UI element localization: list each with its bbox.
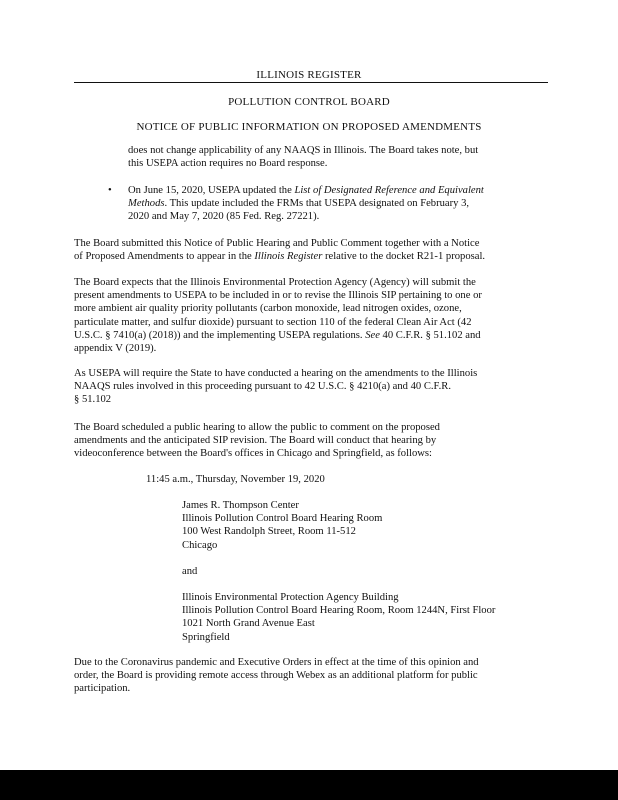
hearing-location-chicago [182,499,382,552]
text-line: more ambient air quality priority pollutants (carbon monoxide, lead nitrogen oxides, ozone, [74,303,462,315]
text-line [74,329,544,342]
header-rule [74,82,548,83]
list-title-italic: List of Designated Reference and Equivalent [294,185,484,196]
continuation-text [128,144,544,170]
and-separator: and [182,566,198,577]
text-line: Due to the Coronavirus pandemic and Executive Orders in effect at the time of this opinion and [74,657,479,668]
text-line: 2020 and May 7, 2020 (85 Fed. Reg. 27221). [128,211,320,223]
text-line [128,184,544,197]
text-line [74,250,544,263]
register-title: ILLINOIS REGISTER [256,69,362,81]
text-line [128,197,544,210]
paragraph-hearing-schedule [74,421,544,461]
text-line: participation. [74,683,131,695]
address-line: 1021 North Grand Avenue East [182,618,315,630]
see-italic: See [365,329,380,341]
text-line: appendix V (2019). [74,343,157,355]
paragraph-notice-submission [74,237,544,263]
text-line: this USEPA action requires no Board response. [128,158,328,170]
text-line: videoconference between the Board's offices in Chicago and Springfield, as follows: [74,448,432,460]
paragraph-remote-access [74,656,544,696]
scan-border [0,770,618,800]
address-line: Springfield [182,631,230,643]
text-line: As USEPA will require the State to have conducted a hearing on the amendments to the Illinois [74,368,478,379]
text-line: The Board scheduled a public hearing to allow the public to comment on the proposed [74,422,440,433]
text-line: amendments and the anticipated SIP revision. The Board will conduct that hearing by [74,435,437,447]
text-line: The Board expects that the Illinois Environmental Protection Agency (Agency) will submit the [74,277,476,288]
address-line: Chicago [182,539,218,551]
text-line: § 51.102 [74,394,112,406]
text-run: of Proposed Amendments to appear in the [74,251,255,263]
address-line: James R. Thompson Center [182,500,299,511]
address-line: Illinois Environmental Protection Agency Building [182,592,399,603]
text-run: . This update included the FRMs that USEPA designated on February 3, [164,198,470,210]
hearing-datetime: 11:45 a.m., Thursday, November 19, 2020 [146,474,325,485]
text-line: order, the Board is providing remote access through Webex as an additional platform for public [74,670,478,682]
bullet-text [128,184,544,224]
text-run: On June 15, 2020, USEPA updated the [128,185,295,196]
list-title-italic: Methods [128,198,165,210]
text-line: The Board submitted this Notice of Public Hearing and Public Comment together with a Notice [74,238,480,249]
text-line: particulate matter, and sulfur dioxide) pursuant to section 110 of the federal Clean Air Act (42 [74,316,472,328]
text-line: NAAQS rules involved in this proceeding pursuant to 42 U.S.C. § 4210(a) and 40 C.F.R. [74,381,451,393]
address-line: Illinois Pollution Control Board Hearing Room [182,513,383,525]
notice-title: NOTICE OF PUBLIC INFORMATION ON PROPOSED AMENDMENTS [136,121,482,133]
bullet-marker: • [108,185,112,196]
address-line: 100 West Randolph Street, Room 11-512 [182,526,356,538]
text-run: U.S.C. § 7410(a) (2018)) and the implementing USEPA regulations. [74,329,366,341]
register-italic: Illinois Register [254,251,323,263]
address-line: Illinois Pollution Control Board Hearing Room, Room 1244N, First Floor [182,605,496,617]
text-run: 40 C.F.R. § 51.102 and [379,329,481,341]
text-line: present amendments to USEPA to be included in or to revise the Illinois SIP pertaining to one or [74,290,482,302]
hearing-location-springfield [182,591,495,644]
text-line: does not change applicability of any NAAQS in Illinois. The Board takes note, but [128,145,479,156]
text-run: relative to the docket R21-1 proposal. [322,251,486,263]
paragraph-agency-submission [74,276,544,355]
board-title: POLLUTION CONTROL BOARD [228,96,390,108]
paragraph-hearing-requirement [74,367,544,407]
